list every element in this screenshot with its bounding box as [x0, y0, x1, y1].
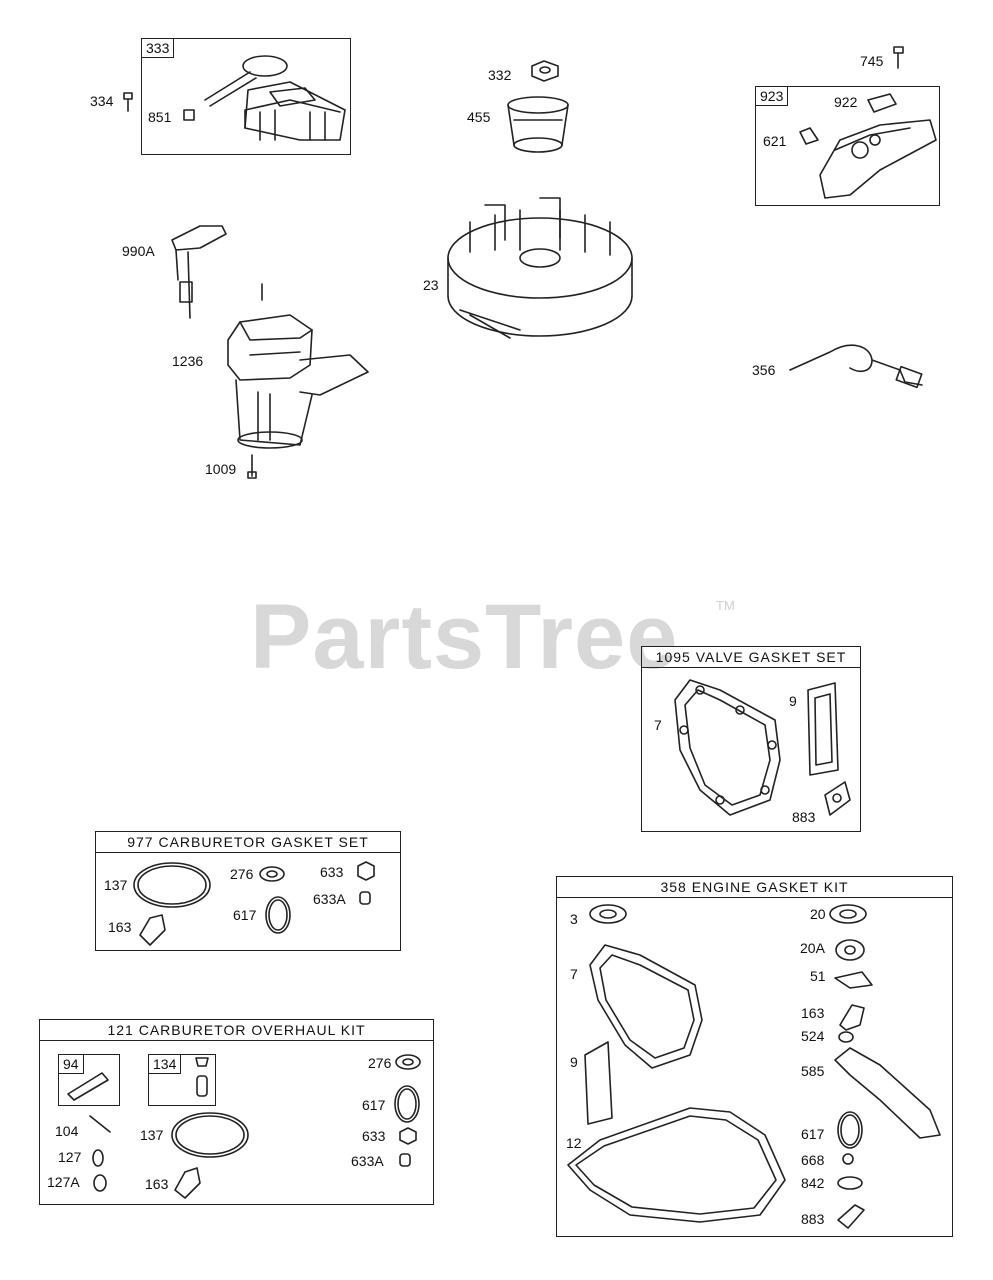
part-23-label[interactable]: 23 [423, 277, 439, 293]
part-990A-label[interactable]: 990A [122, 243, 155, 259]
part-745-screw [894, 47, 903, 68]
part-851-label[interactable]: 851 [148, 109, 172, 125]
kit-358-item-12[interactable]: 12 [566, 1135, 582, 1151]
part-23-flywheel [448, 198, 632, 338]
kit-977-item-617[interactable]: 617 [233, 907, 257, 923]
kit-121-item-127A[interactable]: 127A [47, 1174, 80, 1190]
kit-121-title[interactable]: 121 CARBURETOR OVERHAUL KIT [40, 1020, 433, 1041]
part-745-label[interactable]: 745 [860, 53, 884, 69]
kit-358-item-585[interactable]: 585 [801, 1063, 825, 1079]
kit-358-item-668[interactable]: 668 [801, 1152, 825, 1168]
part-1236-assembly [228, 284, 368, 448]
kit-358-item-51[interactable]: 51 [810, 968, 826, 984]
part-333-box [141, 38, 351, 155]
kit-121-item-633[interactable]: 633 [362, 1128, 386, 1144]
part-455-label[interactable]: 455 [467, 109, 491, 125]
part-922-label[interactable]: 922 [834, 94, 858, 110]
kit-358-item-163[interactable]: 163 [801, 1005, 825, 1021]
kit-121-item-94[interactable]: 94 [59, 1055, 84, 1074]
kit-121-item-617[interactable]: 617 [362, 1097, 386, 1113]
kit-358-item-20[interactable]: 20 [810, 906, 826, 922]
kit-1095-item-7[interactable]: 7 [654, 717, 662, 733]
kit-1095-item-9[interactable]: 9 [789, 693, 797, 709]
kit-1095-box [641, 646, 861, 832]
kit-358-item-3[interactable]: 3 [570, 911, 578, 927]
kit-358-item-7[interactable]: 7 [570, 966, 578, 982]
kit-977-item-633[interactable]: 633 [320, 864, 344, 880]
kit-977-item-163[interactable]: 163 [108, 919, 132, 935]
part-621-label[interactable]: 621 [763, 133, 787, 149]
part-334-label[interactable]: 334 [90, 93, 114, 109]
part-332-label[interactable]: 332 [488, 67, 512, 83]
kit-1095-item-883[interactable]: 883 [792, 809, 816, 825]
part-1009-screw [248, 455, 256, 478]
kit-977-title[interactable]: 977 CARBURETOR GASKET SET [96, 832, 400, 853]
kit-121-item-163[interactable]: 163 [145, 1176, 169, 1192]
kit-121-item-633A[interactable]: 633A [351, 1153, 384, 1169]
kit-121-sub134-box [148, 1054, 216, 1106]
kit-1095-title[interactable]: 1095 VALVE GASKET SET [642, 647, 860, 668]
kit-358-item-524[interactable]: 524 [801, 1028, 825, 1044]
trademark-symbol: TM [716, 598, 735, 613]
kit-121-item-127[interactable]: 127 [58, 1149, 82, 1165]
kit-358-item-883[interactable]: 883 [801, 1211, 825, 1227]
kit-121-item-134[interactable]: 134 [149, 1055, 181, 1074]
kit-121-item-104[interactable]: 104 [55, 1123, 79, 1139]
part-356-wire [790, 345, 922, 387]
kit-977-box [95, 831, 401, 951]
watermark-logo: PartsTree [250, 586, 679, 688]
kit-358-item-617[interactable]: 617 [801, 1126, 825, 1142]
kit-358-item-842[interactable]: 842 [801, 1175, 825, 1191]
part-334-screw [124, 93, 132, 111]
part-1009-label[interactable]: 1009 [205, 461, 237, 477]
part-455-cup [508, 97, 568, 152]
kit-358-item-20A[interactable]: 20A [800, 940, 825, 956]
kit-358-box [556, 876, 953, 1237]
kit-121-sub94-box [58, 1054, 120, 1106]
kit-977-item-633A[interactable]: 633A [313, 891, 346, 907]
part-356-label[interactable]: 356 [752, 362, 776, 378]
part-923-label[interactable]: 923 [756, 87, 788, 106]
kit-121-item-137[interactable]: 137 [140, 1127, 164, 1143]
kit-977-item-137[interactable]: 137 [104, 877, 128, 893]
kit-358-item-9[interactable]: 9 [570, 1054, 578, 1070]
kit-977-item-276[interactable]: 276 [230, 866, 254, 882]
part-990A-lever [172, 226, 226, 318]
part-1236-label[interactable]: 1236 [172, 353, 204, 369]
kit-358-title[interactable]: 358 ENGINE GASKET KIT [557, 877, 952, 898]
kit-121-item-276[interactable]: 276 [368, 1055, 392, 1071]
part-332-nut [532, 61, 558, 81]
part-333-label[interactable]: 333 [142, 39, 174, 58]
